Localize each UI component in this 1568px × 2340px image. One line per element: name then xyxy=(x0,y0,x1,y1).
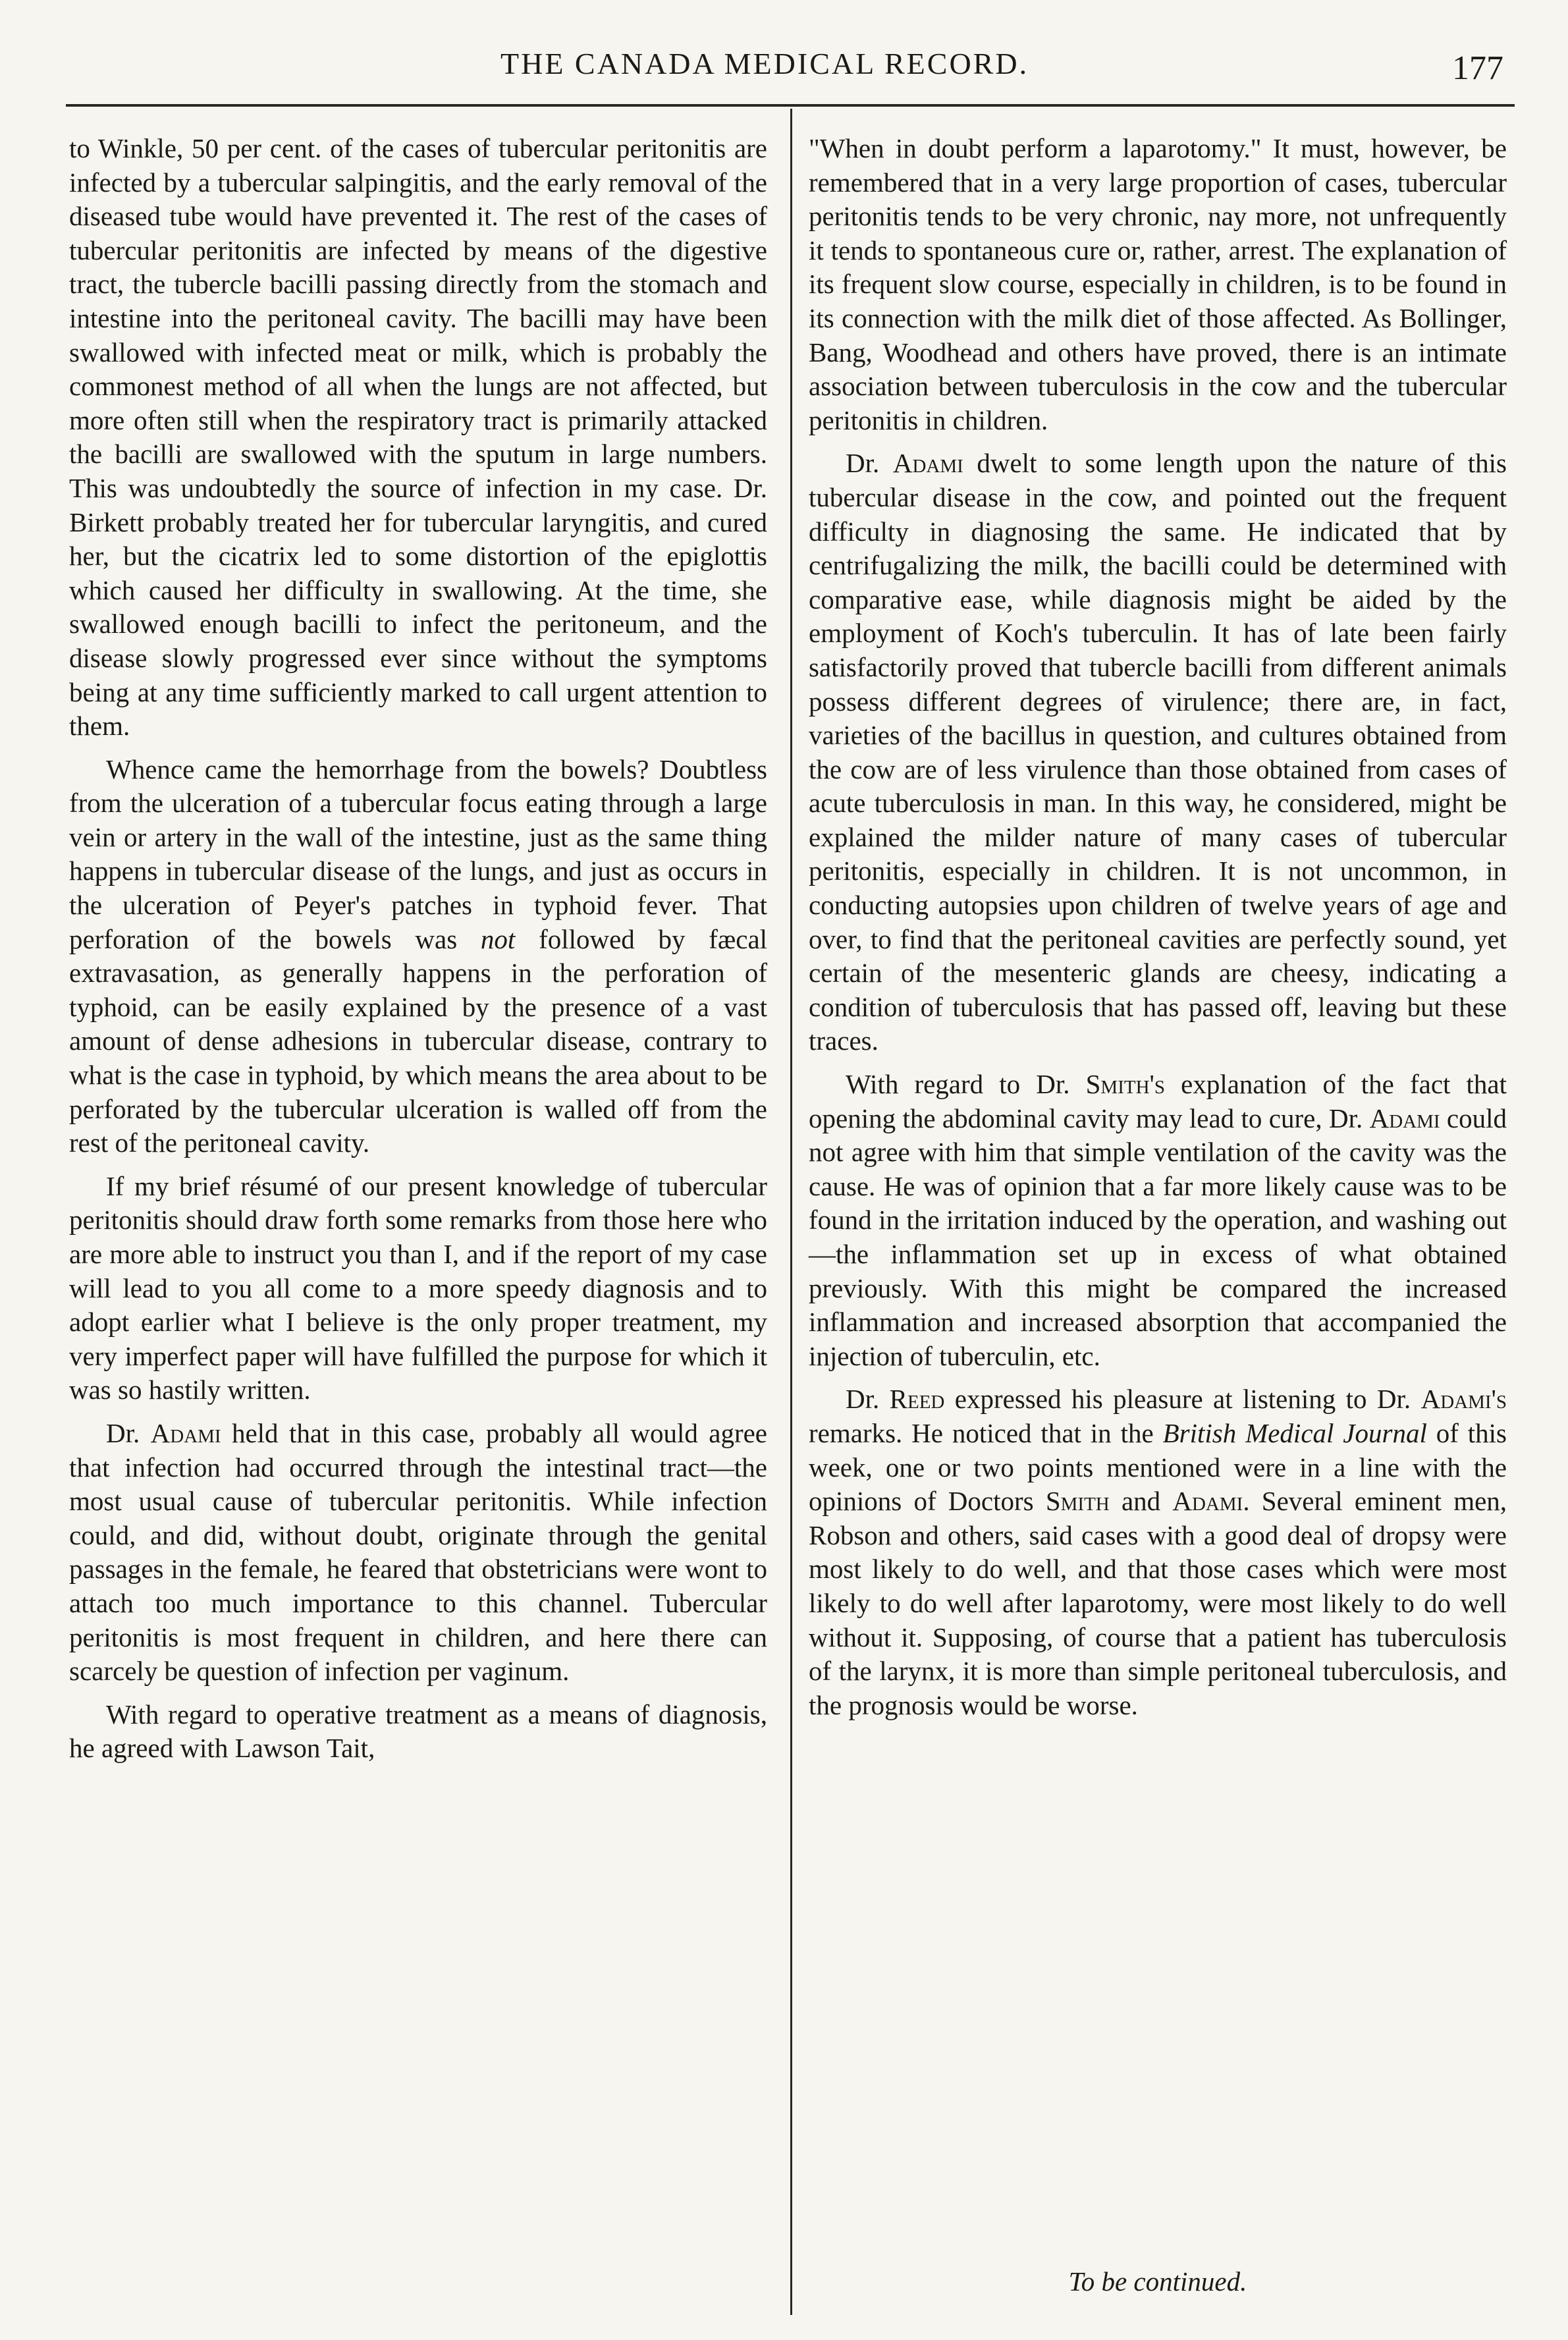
page-number: 177 xyxy=(1452,49,1503,87)
name-adami: Adami xyxy=(1369,1102,1440,1133)
right-p4-text-a: Dr. xyxy=(846,1384,880,1415)
journal-title: British Medical Journal xyxy=(1162,1417,1427,1448)
right-p4-text-d: of this week, one or two points mentioned were in a line with the opinions of Doctors xyxy=(809,1417,1507,1517)
column-divider xyxy=(790,109,792,2315)
right-p3-text-a: With regard to Dr. xyxy=(846,1069,1070,1100)
right-p2-prefix: Dr. xyxy=(846,448,880,479)
right-p4-text-e: and xyxy=(1121,1486,1161,1517)
speaker-name-adami: Adami xyxy=(150,1417,221,1448)
right-paragraph-3 xyxy=(809,1068,1507,1373)
right-column xyxy=(809,132,1507,1731)
left-p2-text-b: followed by fæcal extravasation, as generally happens in the perforation of typhoid, can be easily explained by the presence of a vast amount of dense adhesions in tubercular disease, contrary to what is the case in typhoid, by which means the area about to be perforated by the tubercular ulceration is walled off from the rest of the peritoneal cavity. xyxy=(69,923,768,1158)
running-title: THE CANADA MEDICAL RECORD. xyxy=(500,47,1029,80)
right-paragraph-2 xyxy=(809,447,1507,1058)
left-paragraph-2 xyxy=(69,753,767,1160)
name-adami: Adami. xyxy=(1172,1486,1250,1517)
name-smith: Smith xyxy=(1045,1486,1110,1517)
emphasis-not: not xyxy=(480,923,516,954)
right-p4-text-f: Several eminent men, Robson and others, said cases with a good deal of dropsy were most likely to do well, and that those cases which were most likely to do well after laparotomy, were most likely to do well without it. Supposing, of course that a patient has tuberculosis of the larynx, it is more than simple peritoneal tuberculosis, and the prognosis would be worse. xyxy=(809,1486,1507,1720)
speaker-name-adami: Adami xyxy=(892,448,963,479)
right-p2-text: dwelt to some length upon the nature of this tubercular disease in the cow, and pointed out the frequent difficulty in diagnosing the same. He indicated that by centrifugalizing the milk, the bacilli could be determined with comparative ease, while diagnosis might be aided by the employment of Koch's tuberculin. It has of late been fairly satisfactorily proved that tubercle bacilli from different animals possess different degrees of virulence; there are, in fact, varieties of the bacillus in question, and cultures obtained from the cow are of less virulence than those obtained from cases of acute tuberculosis in man. In this way, he considered, might be explained the milder nature of many cases of tubercular peritonitis, especially in children. It is not uncommon, in conducting autopsies upon children of twelve years of age and over, to find that the peritoneal cavities are perfectly sound, yet certain of the mesenteric glands are cheesy, indicating a condition of tuberculosis that has passed off, leaving but these traces. xyxy=(809,448,1507,1056)
left-paragraph-5: With regard to operative treatment as a means of diagnosis, he agreed with Lawson Tait, xyxy=(69,1699,767,1764)
right-p3-text-b: explanation of the fact that opening the abdominal cavity may lead to cure, Dr. xyxy=(809,1069,1507,1133)
left-paragraph-3: If my brief résumé of our present knowledge of tubercular peritonitis should draw forth some remarks from those here who are more able to instruct you than I, and if the report of my case will lead to you all come to a more speedy diagnosis and to adopt earlier what I believe is the only proper treatment, my very imperfect paper will have fulfilled the purpose for which it was so hastily written. xyxy=(69,1170,767,1405)
right-p3-text-c: could not agree with him that simple ventilation of the cavity was the cause. He was of opinion that a far more likely cause was to be found in the irritation induced by the operation, and washing out—the inflammation set up in excess of what obtained previously. With this might be compared the increased inflammation and increased absorption that accompanied the injection of tuberculin, etc. xyxy=(809,1102,1507,1371)
left-paragraph-1: to Winkle, 50 per cent. of the cases of tubercular peritonitis are infected by a tubercular salpingitis, and the early removal of the diseased tube would have prevented it. The rest of the cases of tubercular peritonitis are infected by means of the digestive tract, the tubercle bacilli passing directly from the stomach and intestine into the peritoneal cavity. The bacilli may have been swallowed with infected meat or milk, which is probably the commonest method of all when the lungs are not affected, but more often still when the respiratory tract is primarily attacked the bacilli are swallowed with the sputum in large numbers. This was undoubtedly the source of infection in my case. Dr. Birkett probably treated her for tubercular laryngitis, and cured her, but the cicatrix led to some distortion of the epiglottis which caused her difficulty in swallowing. At the time, she swallowed enough bacilli to infect the peritoneum, and the disease slowly progressed ever since without the symptoms being at any time sufficiently marked to call urgent attention to them. xyxy=(69,133,767,742)
right-paragraph-4 xyxy=(809,1382,1507,1722)
page-header xyxy=(0,33,1568,92)
to-be-continued: To be continued. xyxy=(1068,2266,1247,2297)
name-smith: Smith's xyxy=(1085,1069,1166,1100)
name-adami: Adami's xyxy=(1420,1384,1507,1415)
left-paragraph-4 xyxy=(69,1417,767,1689)
left-p4-text: held that in this case, probably all would agree that infection had occurred through the intestinal tract—the most usual cause of tubercular peritonitis. While infection could, and did, without doubt, originate through the genital passages in the female, he feared that obstetricians were wont to attach too much importance to this channel. Tubercular peritonitis is most frequent in children, and here there can scarcely be question of infection per vaginum. xyxy=(69,1417,768,1687)
name-reed: Reed xyxy=(889,1384,945,1415)
left-column xyxy=(69,132,767,1775)
left-p2-text-a: Whence came the hemorrhage from the bowels? Doubtless from the ulceration of a tubercular focus eating through a large vein or artery in the wall of the intestine, just as the same thing happens in tubercular disease of the lungs, and just as occurs in the ulceration of Peyer's patches in typhoid fever. That perforation of the bowels was xyxy=(69,753,767,954)
right-p4-text-c: remarks. He noticed that in the xyxy=(809,1417,1154,1448)
left-p4-prefix: Dr. xyxy=(106,1417,140,1448)
right-p4-text-b: expressed his pleasure at listening to Dr. xyxy=(954,1384,1411,1415)
right-paragraph-1: "When in doubt perform a laparotomy." It must, however, be remembered that in a very large proportion of cases, tubercular peritonitis tends to be very chronic, nay more, not unfrequently it tends to spontaneous cure or, rather, arrest. The explanation of its frequent slow course, especially in children, is to be found in its connection with the milk diet of those affected. As Bollinger, Bang, Woodhead and others have proved, there is an intimate association between tuberculosis in the cow and the tubercular peritonitis in children. xyxy=(809,133,1507,435)
header-rule xyxy=(66,104,1515,107)
